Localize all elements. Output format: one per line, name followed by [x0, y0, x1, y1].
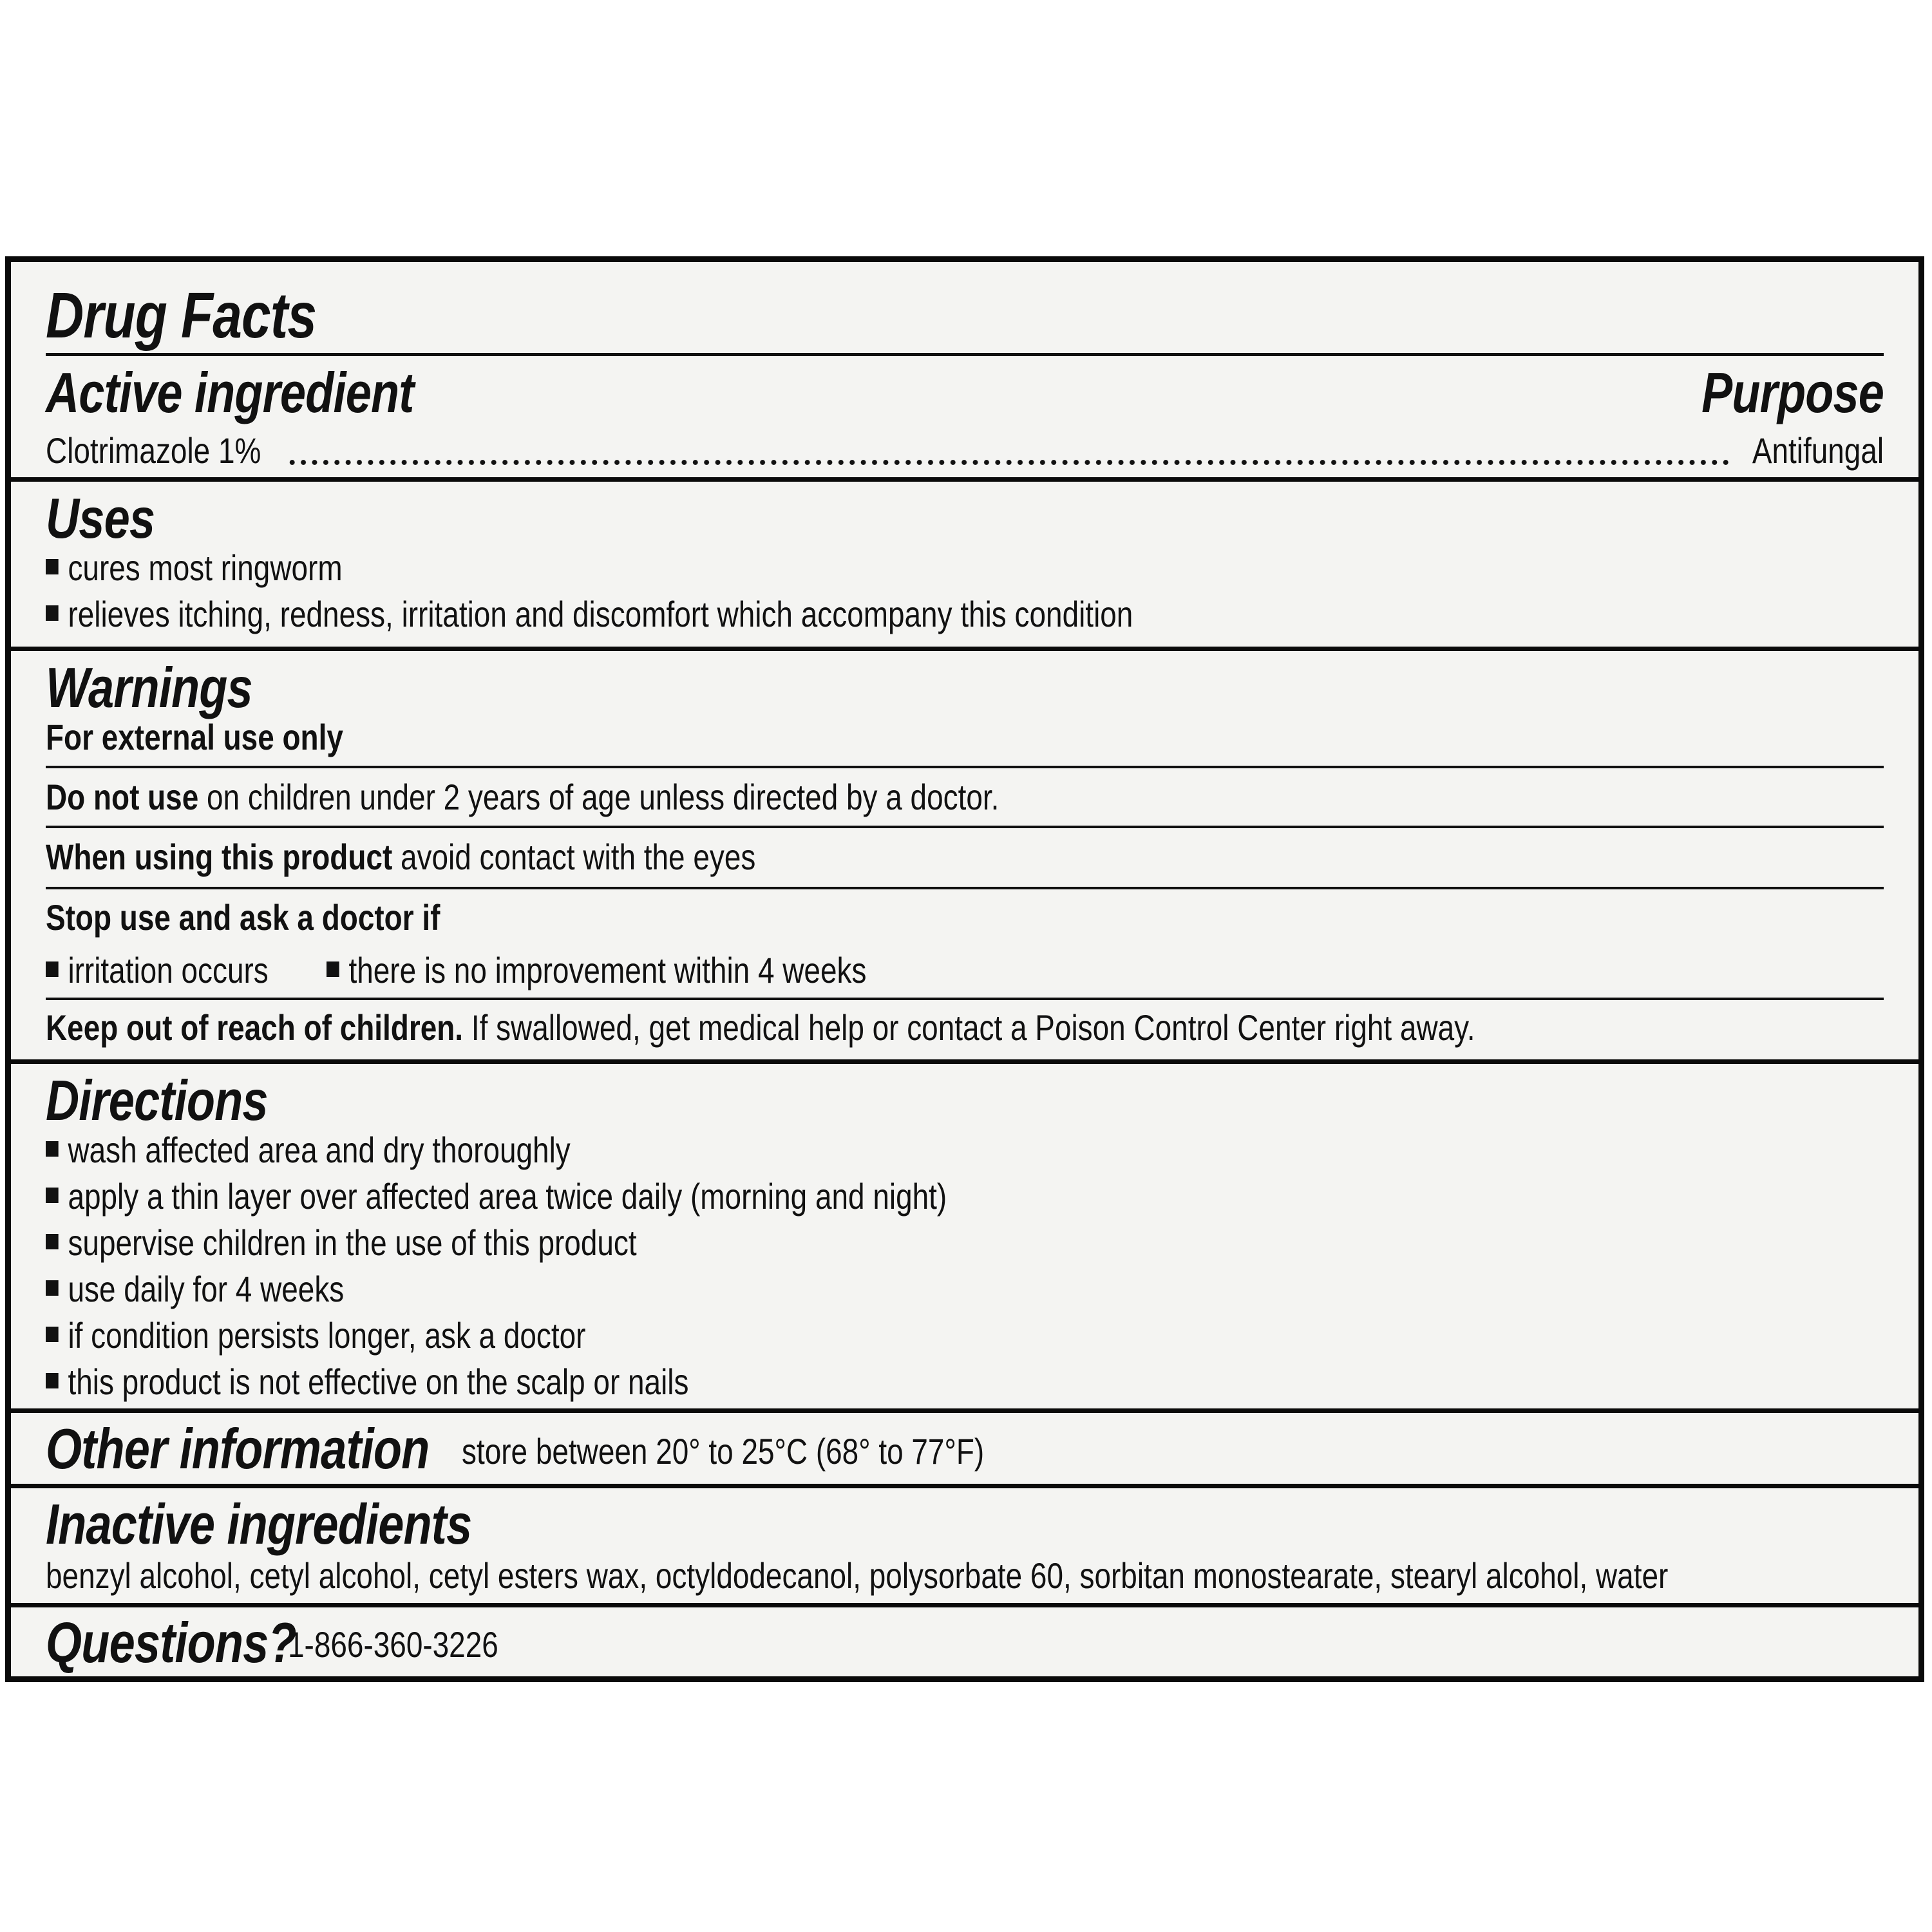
- bullet-icon: [46, 1141, 59, 1157]
- bullet-icon: [46, 1327, 59, 1342]
- bullet-icon: [327, 961, 339, 977]
- drug-facts-title: Drug Facts: [46, 279, 317, 352]
- when-using-line: When using this product avoid contact with the eyes: [46, 837, 756, 877]
- list-item: if condition persists longer, ask a doctor: [46, 1318, 585, 1354]
- bullet-icon: [46, 1373, 59, 1388]
- warnings-divider: [46, 887, 1884, 889]
- list-item: use daily for 4 weeks: [46, 1271, 344, 1307]
- directions-heading: Directions: [46, 1068, 268, 1132]
- questions-heading: Questions?: [46, 1611, 296, 1674]
- dot-leader: [287, 459, 1732, 466]
- inactive-ingredients-section: [11, 1488, 1918, 1607]
- inactive-ingredients-heading: Inactive ingredients: [46, 1492, 472, 1556]
- stop-use-heading: Stop use and ask a doctor if: [46, 897, 440, 938]
- phone-number: 1-866-360-3226: [288, 1624, 498, 1665]
- bullet-icon: [46, 1280, 59, 1296]
- inactive-ingredients-text: benzyl alcohol, cetyl alcohol, cetyl esters wax, octyldodecanol, polysorbate 60, sorbitan monostearate, stearyl alcohol, water: [46, 1555, 1669, 1596]
- warnings-divider: [46, 998, 1884, 1000]
- purpose-heading: Purpose: [1701, 361, 1884, 424]
- uses-section: [11, 482, 1918, 651]
- active-ingredient-heading: Active ingredient: [46, 361, 414, 424]
- bullet-icon: [46, 605, 59, 621]
- list-item: supervise children in the use of this product: [46, 1225, 637, 1261]
- list-item: irritation occurs: [46, 952, 269, 989]
- questions-section: [11, 1607, 1918, 1676]
- warnings-divider: [46, 826, 1884, 828]
- bullet-icon: [46, 961, 59, 977]
- warnings-divider: [46, 766, 1884, 768]
- warnings-heading: Warnings: [46, 656, 252, 719]
- keep-out-line: Keep out of reach of children. If swallowed, get medical help or contact a Poison Control Center right away.: [46, 1007, 1475, 1048]
- other-information-section: [11, 1413, 1918, 1488]
- external-use-text: For external use only: [46, 717, 343, 757]
- storage-text: store between 20° to 25°C (68° to 77°F): [462, 1431, 985, 1472]
- purpose-value: Antifungal: [1752, 430, 1884, 471]
- bullet-icon: [46, 559, 59, 574]
- other-information-heading: Other information: [46, 1417, 430, 1481]
- do-not-use-line: Do not use on children under 2 years of age unless directed by a doctor.: [46, 777, 999, 817]
- list-item: relieves itching, redness, irritation and discomfort which accompany this condition: [46, 596, 1133, 632]
- drug-facts-panel: [5, 256, 1924, 1682]
- bullet-icon: [46, 1234, 59, 1249]
- bullet-icon: [46, 1188, 59, 1203]
- list-item: wash affected area and dry thoroughly: [46, 1132, 571, 1168]
- list-item: this product is not effective on the scalp or nails: [46, 1364, 688, 1400]
- directions-section: [11, 1064, 1918, 1413]
- warnings-section: [11, 651, 1918, 1064]
- uses-heading: Uses: [46, 486, 155, 550]
- active-ingredient-name: Clotrimazole 1%: [46, 430, 261, 471]
- list-item: apply a thin layer over affected area twice daily (morning and night): [46, 1179, 947, 1215]
- list-item: there is no improvement within 4 weeks: [327, 952, 866, 989]
- active-ingredient-section: [11, 262, 1918, 482]
- list-item: cures most ringworm: [46, 550, 343, 586]
- title-rule: [46, 353, 1884, 356]
